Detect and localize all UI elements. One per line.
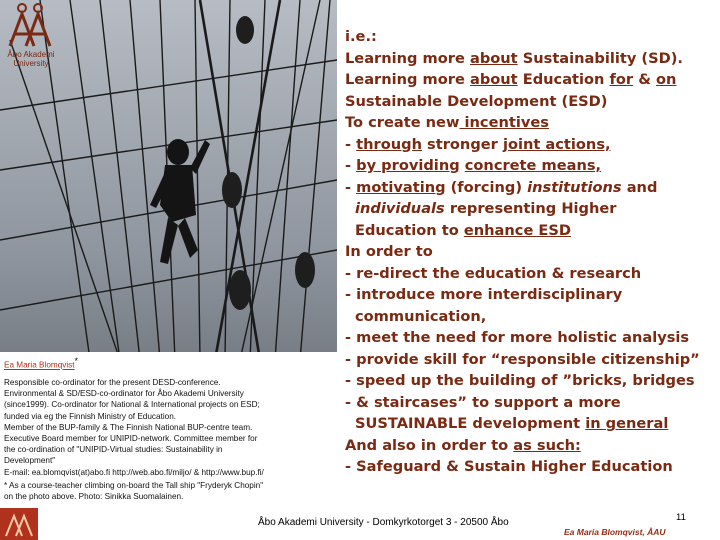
ie-heading: i.e.: xyxy=(345,28,377,45)
text-line: - by providing concrete means, xyxy=(345,157,602,174)
footer-address: Åbo Akademi University - Domkyrkotorget 3 - 20500 Åbo xyxy=(258,517,509,528)
caption-line: Executive Board member for UNIPID-network. Committee member for xyxy=(4,433,258,443)
text-line: individuals representing Higher xyxy=(355,200,617,217)
text-line: In order to xyxy=(345,243,433,260)
caption-line: funded via eg the Finnish Ministry of Education. xyxy=(4,411,177,421)
text-line: - & staircases” to support a more xyxy=(345,393,621,411)
text-line: - provide skill for “responsible citizenship” xyxy=(345,350,700,368)
footer-logo-block xyxy=(0,508,38,540)
caption-author xyxy=(4,356,330,371)
logo-university-word: University xyxy=(13,59,49,68)
text-line: - re-direct the education & research xyxy=(345,264,642,282)
text-line: Learning more about Education for & on xyxy=(345,71,677,88)
text-line: - introduce more interdisciplinary xyxy=(345,286,623,303)
caption-author-name: Ea Maria Blomqvist xyxy=(4,360,75,370)
caption-note-line: * As a course-teacher climbing on-board the Tall ship "Fryderyk Chopin" xyxy=(4,480,264,490)
page-number: 11 xyxy=(676,512,686,523)
caption-line: Environmental & SD/ESD-co-ordinator for Åbo Akademi University xyxy=(4,389,244,399)
text-line: Education to enhance ESD xyxy=(355,221,572,239)
caption-line: (since1999). Co-ordinator for National & International projects on ESD; xyxy=(4,400,260,410)
caption-author-mark: * xyxy=(74,356,79,366)
photo-caption xyxy=(4,356,330,502)
text-line: - speed up the building of ”bricks, bridges xyxy=(345,372,695,389)
caption-bio xyxy=(4,377,330,478)
caption-photo-note xyxy=(4,480,330,502)
text-line: And also in order to as such: xyxy=(345,436,581,454)
caption-note-line: on the photo above. Photo: Sinikka Suomalainen. xyxy=(4,491,184,501)
abo-akademi-emblem-icon xyxy=(2,2,60,50)
footer-author: Ea Maria Blomqvist, ÅAU xyxy=(564,527,666,537)
caption-line: Member of the BUP-family & The Finnish National BUP-centre team. xyxy=(4,422,253,432)
caption-line: Development" xyxy=(4,456,56,466)
text-line: Sustainable Development (ESD) xyxy=(345,92,608,110)
text-line: - meet the need for more holistic analysis xyxy=(345,329,690,346)
caption-contact: E-mail: ea.blomqvist(at)abo.fi http://web.abo.fi/miljo/ & http://www.bup.fi/ xyxy=(4,467,264,477)
text-line: - motivating (forcing) institutions and xyxy=(345,178,658,196)
logo-university-name: Åbo Akademi xyxy=(7,50,55,59)
caption-line: the co-ordination of "UNIPID-Virtual studies: Sustainability in xyxy=(4,445,223,455)
text-line: - Safeguard & Sustain Higher Education xyxy=(345,458,673,475)
caption-line: Responsible co-ordinator for the present DESD-conference. xyxy=(4,377,221,387)
text-line: - through stronger joint actions, xyxy=(345,135,611,153)
main-text xyxy=(345,26,717,478)
university-logo xyxy=(2,2,60,70)
slide-footer xyxy=(0,508,720,540)
text-line: Learning more about Sustainability (SD). xyxy=(345,49,683,67)
text-line: SUSTAINABLE development in general xyxy=(355,415,669,432)
text-line: To create new incentives xyxy=(345,114,549,131)
abo-akademi-small-emblem-icon xyxy=(0,508,38,540)
text-line: communication, xyxy=(355,307,487,325)
